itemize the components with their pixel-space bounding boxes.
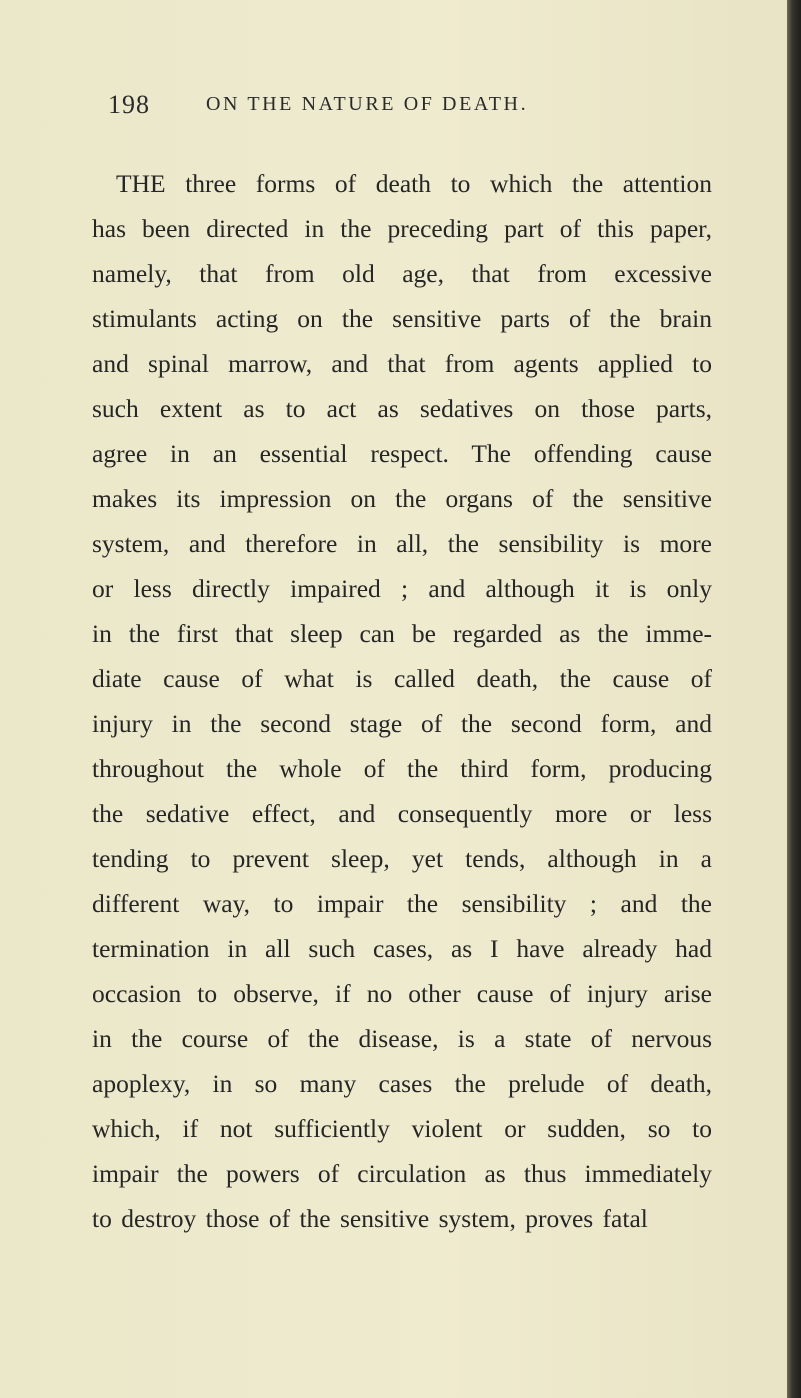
page-number: 198 — [108, 90, 150, 119]
text-line: to destroy those of the sensitive system, proves fatal — [92, 1204, 648, 1233]
text-line: such extent as to act as sedatives on those parts, — [92, 394, 712, 423]
text-line: and spinal marrow, and that from agents applied to — [92, 349, 712, 378]
page-header — [108, 90, 668, 124]
text-line: the sedative effect, and consequently more or less — [92, 799, 712, 828]
text-line: makes its impression on the organs of the sensitive — [92, 484, 712, 513]
text-line: throughout the whole of the third form, producing — [92, 754, 712, 783]
text-line: impair the powers of circulation as thus immediately — [92, 1159, 712, 1188]
text-line: in the first that sleep can be regarded as the imme- — [92, 619, 712, 648]
text-line: tending to prevent sleep, yet tends, although in a — [92, 844, 712, 873]
text-line: namely, that from old age, that from excessive — [92, 259, 712, 288]
text-line: injury in the second stage of the second form, and — [92, 709, 712, 738]
text-line: diate cause of what is called death, the cause of — [92, 664, 712, 693]
body-paragraph — [92, 161, 712, 1241]
text-line: different way, to impair the sensibility ; and the — [92, 889, 712, 918]
text-line: in the course of the disease, is a state of nervous — [92, 1024, 712, 1053]
text-line: system, and therefore in all, the sensibility is more — [92, 529, 712, 558]
text-line: agree in an essential respect. The offending cause — [92, 439, 712, 468]
text-line: apoplexy, in so many cases the prelude of death, — [92, 1069, 712, 1098]
page-binding-edge — [787, 0, 801, 1398]
text-line: or less directly impaired ; and although it is only — [92, 574, 712, 603]
running-title: ON THE NATURE OF DEATH. — [206, 93, 529, 115]
text-line: stimulants acting on the sensitive parts of the brain — [92, 304, 712, 333]
text-line: which, if not sufficiently violent or sudden, so to — [92, 1114, 712, 1143]
text-line: has been directed in the preceding part of this paper, — [92, 214, 712, 243]
text-line: THE three forms of death to which the attention — [116, 169, 712, 198]
text-line: occasion to observe, if no other cause of injury arise — [92, 979, 712, 1008]
text-line: termination in all such cases, as I have already had — [92, 934, 712, 963]
